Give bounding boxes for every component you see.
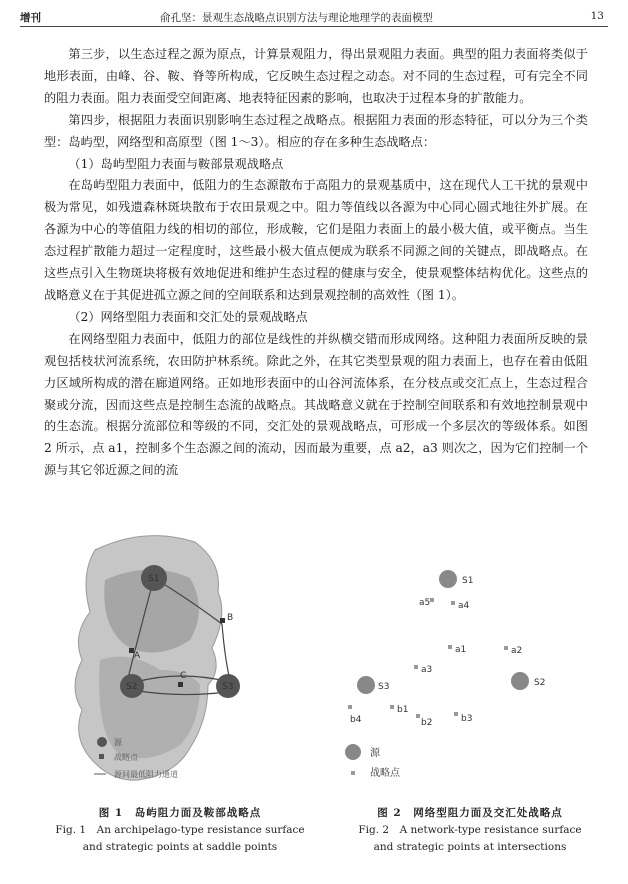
label-a2: a2 (511, 646, 523, 656)
figure-2-network-diagram (320, 545, 610, 795)
page-number: 13 (590, 10, 604, 22)
figure-2-caption-zh: 图 2 网络型阻力面及交汇处战略点 (377, 807, 563, 819)
label-a: A (134, 651, 141, 661)
paragraph-network: 在网络型阻力表面中，低阻力的部位是线性的并纵横交错而形成网络。这种阻力表面所反映的景观包括枝状河流系统，农田防护林系统。除此之外，在其它类型景观的阻力表面上，也存在着由低阻力区域所构成的潜在廊道网络。正如地形表面中的山谷河流体系，在分枝点或交汇点上，生态过程合聚或分流，因而这些点是控制生态流的战略点。其战略意义就在于控制空间联系和有效地控制景观中的生态流。根据分流部位和等级的不同，交汇处的景观战略点，可形成一个多层次的等级体系。如图 2 所示，点 a1，控制多个生态源之间的流动，因而最为重要，点 a2，a3 则次之，因为它们控制一个源与其它邻近源之间的流 (44, 331, 588, 478)
point-b4 (348, 705, 352, 709)
legend-source-icon (97, 737, 107, 747)
label-b2: b2 (421, 718, 433, 728)
label-b1: b1 (397, 705, 409, 715)
running-title: 俞孔坚：景观生态战略点识别方法与理论地理学的表面模型 (160, 12, 433, 24)
legend-point-label: 战略点 (370, 768, 400, 779)
legend-path-label: 源间最低阻力通道 (114, 770, 178, 779)
legend-source-icon (345, 744, 361, 760)
fig2-strategic-points (348, 598, 522, 728)
label-s3: S3 (378, 682, 390, 692)
label-a3: a3 (421, 665, 433, 675)
point-a5 (430, 598, 434, 602)
saddle-point-c (178, 682, 183, 687)
label-a5: a5 (419, 598, 431, 608)
source-s3 (357, 676, 375, 694)
figure-1-caption-en-line2: and strategic points at saddle points (82, 841, 278, 853)
figure-1-archipelago-diagram (40, 520, 310, 790)
figure-2-caption-en-line2: and strategic points at intersections (373, 841, 567, 853)
subheading-network: （2）网络型阻力表面和交汇处的景观战略点 (68, 309, 308, 324)
label-s3: S3 (222, 682, 234, 692)
label-a1: a1 (455, 645, 467, 655)
legend-point-label: 战略点 (114, 753, 138, 762)
point-a4 (451, 601, 455, 605)
body-text (44, 44, 588, 482)
fig2-legend (345, 744, 401, 779)
paragraph-step3: 第三步，以生态过程之源为原点，计算景观阻力，得出景观阻力表面。典型的阻力表面将类似于地形表面，由峰、谷、鞍、脊等所构成，它反映生态过程之动态。对不同的生态过程，可有完全不同的阻力表面。阻力表面受空间距离、地表特征因素的影响，也取决于过程本身的扩散能力。 (44, 47, 588, 105)
figure-1-caption-zh: 图 1 岛屿阻力面及鞍部战略点 (98, 807, 262, 819)
running-header (20, 8, 608, 26)
legend-point-icon (99, 754, 104, 759)
label-b4: b4 (350, 715, 362, 725)
figure-1-caption-en-line1: Fig. 1 An archipelago-type resistance surface (55, 824, 305, 836)
legend-source-label: 源 (370, 748, 380, 759)
figure-2-caption (330, 805, 610, 856)
label-s1: S1 (462, 576, 474, 586)
paragraph-step4: 第四步，根据阻力表面识别影响生态过程之战略点。根据阻力表面的形态特征，可以分为三个类型：岛屿型，网络型和高原型（图 1～3）。相应的存在多种生态战略点： (44, 112, 588, 149)
figure-1-caption (40, 805, 320, 856)
label-b: B (227, 613, 234, 623)
point-a3 (414, 665, 418, 669)
point-b2 (416, 714, 420, 718)
journal-issue: 增刊 (20, 12, 41, 24)
label-s2: S2 (534, 678, 546, 688)
fig2-sources (357, 570, 545, 694)
point-b3 (454, 712, 458, 716)
label-c: C (180, 671, 187, 681)
label-s1: S1 (148, 574, 160, 584)
point-a2 (504, 646, 508, 650)
source-s1 (439, 570, 457, 588)
saddle-point-b (220, 618, 225, 623)
legend-point-icon (351, 771, 355, 775)
paragraph-archipelago: 在岛屿型阻力表面中，低阻力的生态源散布于高阻力的景观基质中，这在现代人工干扰的景观中极为常见，如残遗森林斑块散布于农田景观之中。阻力等值线以各源为中心同心圆式地往外扩展。在各源为中心的等值阻力线的相切的部位，形成鞍，它们是阻力表面上的最小极大值，或平衡点。当生态过程扩散能力超过一定程度时，这些最小极大值点便成为联系不同源之间的关键点，即战略点。在这些点引入生物斑块将极有效地促进和维护生态过程的健康与安全，使景观整体结构优化。这些点的战略意义在于其促进孤立源之间的空间联系和达到景观控制的高效性（图 1）。 (44, 178, 588, 302)
point-b1 (390, 705, 394, 709)
label-b3: b3 (461, 714, 473, 724)
label-s2: S2 (126, 682, 138, 692)
legend-source-label: 源 (114, 738, 122, 747)
label-a4: a4 (458, 601, 470, 611)
point-a1 (448, 645, 452, 649)
figure-2-caption-en-line1: Fig. 2 A network-type resistance surface (358, 824, 582, 836)
header-rule (20, 26, 608, 27)
source-s2 (511, 672, 529, 690)
subheading-archipelago: （1）岛屿型阻力表面与鞍部景观战略点 (68, 156, 284, 171)
